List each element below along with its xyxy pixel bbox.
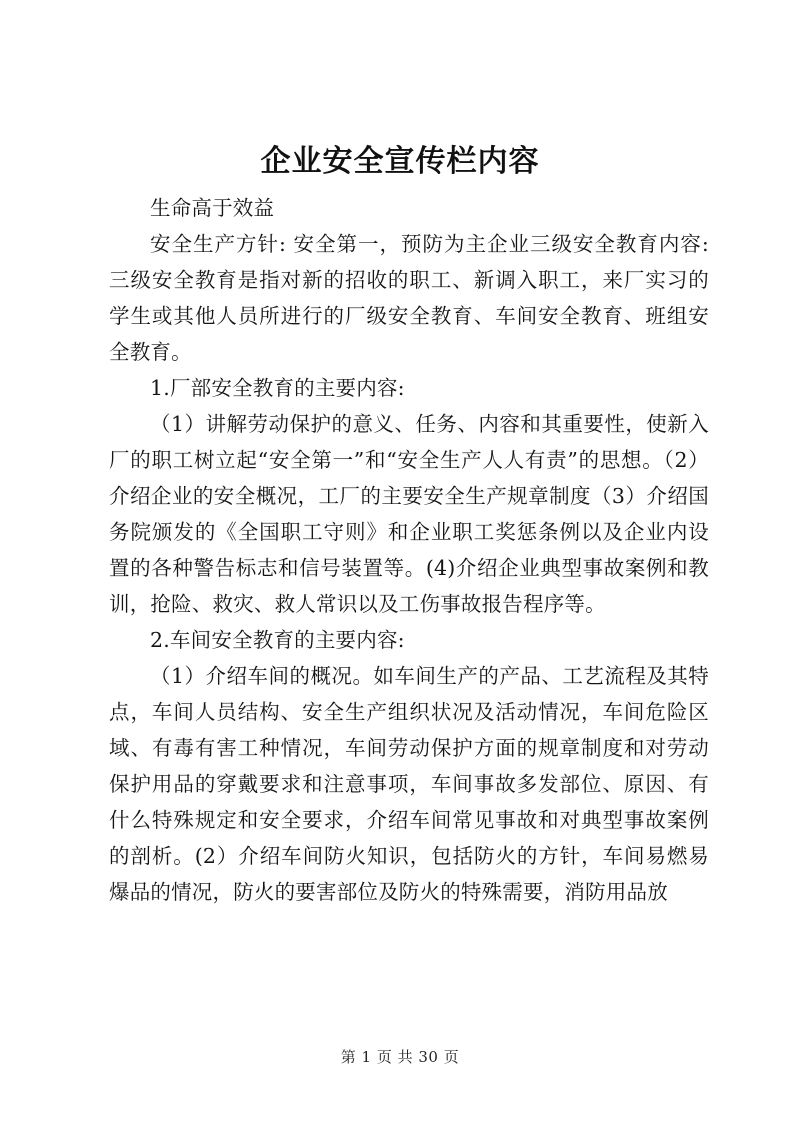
document-body [109, 190, 709, 910]
paragraph-factory-content: （1）讲解劳动保护的意义、任务、内容和其重要性，使新入厂的职工树立起“安全第一”和“安全生产人人有责”的思想。（2）介绍企业的安全概况，工厂的主要安全生产规章制度（3）介绍国务院颁发的《全国职工守则》和企业职工奖惩条例以及企业内设置的各种警告标志和信号装置等。(4)介绍企业典型事故案例和教训，抢险、救灾、救人常识以及工伤事故报告程序等。 [109, 412, 709, 616]
paragraph-factory-heading: 1.厂部安全教育的主要内容: [150, 376, 405, 400]
paragraph-safety-policy: 安全生产方针: 安全第一，预防为主企业三级安全教育内容: 三级安全教育是指对新的招收的职工、新调入职工，来厂实习的学生或其他人员所进行的厂级安全教育、车间安全教育、班组安全教育。 [109, 232, 709, 364]
paragraph-motto: 生命高于效益 [150, 196, 275, 220]
paragraph-workshop-content: （1）介绍车间的概况。如车间生产的产品、工艺流程及其特点，车间人员结构、安全生产组织状况及活动情况，车间危险区域、有毒有害工种情况，车间劳动保护方面的规章制度和对劳动保护用品的穿戴要求和注意事项，车间事故多发部位、原因、有什么特殊规定和安全要求，介绍车间常见事故和对典型事故案例的剖析。(2）介绍车间防火知识，包括防火的方针，车间易燃易爆品的情况，防火的要害部位及防火的特殊需要，消防用品放 [109, 664, 709, 904]
paragraph-workshop-heading: 2.车间安全教育的主要内容: [150, 628, 405, 652]
page-footer: 第 1 页 共 30 页 [340, 1048, 460, 1066]
document-title: 企业安全宣传栏内容 [260, 144, 540, 179]
